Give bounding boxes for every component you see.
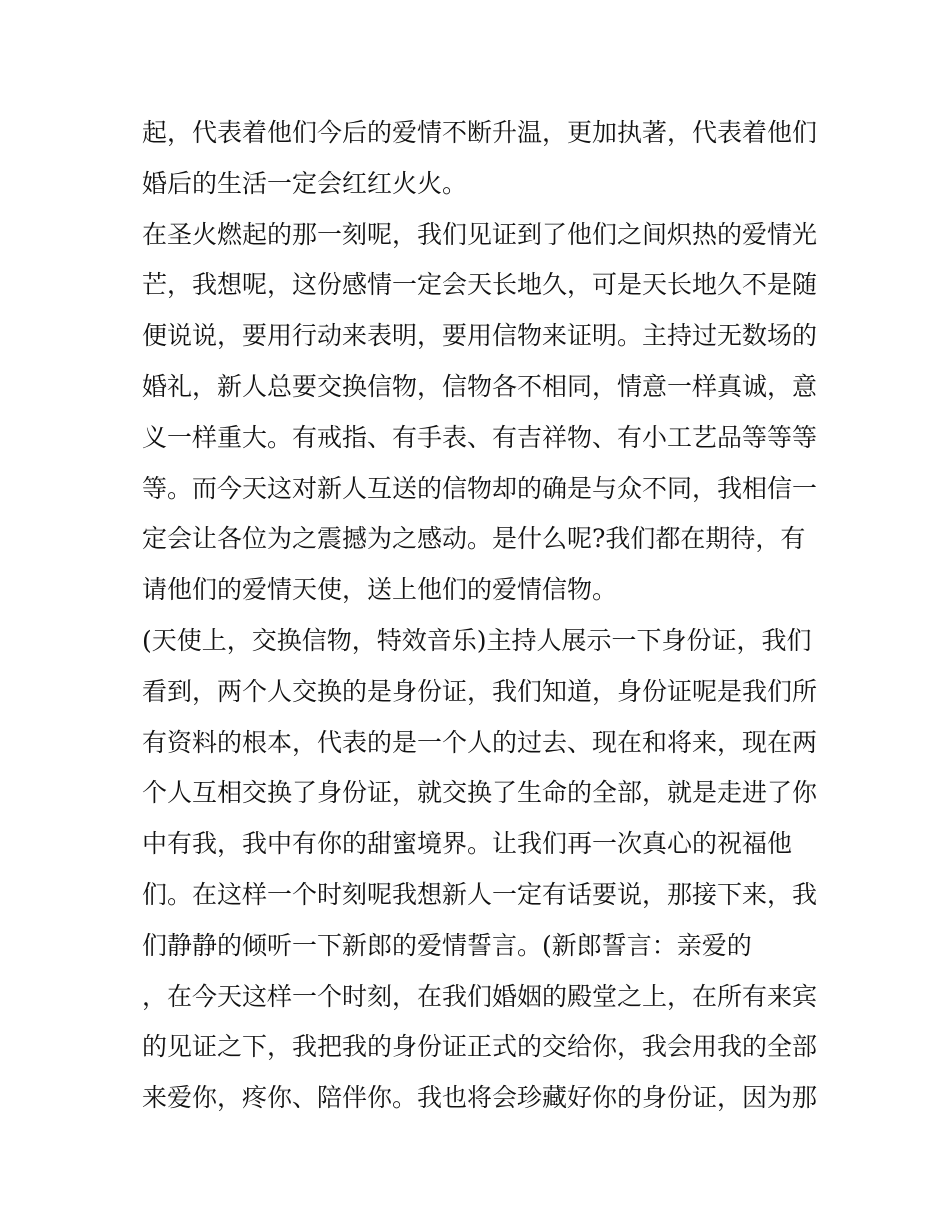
text-line: 请他们的爱情天使，送上他们的爱情信物。 [142,575,618,605]
text-line: 等。而今天这对新人互送的信物却的确是与众不同，我相信一 [142,473,818,503]
text-line: 看到，两个人交换的是身份证，我们知道，身份证呢是我们所 [142,676,818,706]
text-line: 在圣火燃起的那一刻呢，我们见证到了他们之间炽热的爱情光 [142,219,818,249]
text-line: 婚礼，新人总要交换信物，信物各不相同，情意一样真诚，意 [142,371,818,401]
text-line: 便说说，要用行动来表明，要用信物来证明。主持过无数场的 [142,321,818,351]
text-line: 起，代表着他们今后的爱情不断升温，更加执著，代表着他们 [142,118,818,147]
text-line: 定会让各位为之震撼为之感动。是什么呢?我们都在期待，有 [142,524,806,554]
text-line: 有资料的根本，代表的是一个人的过去、现在和将来，现在两 [142,727,818,757]
text-line: 们。在这样一个时刻呢我想新人一定有话要说，那接下来，我 [142,879,818,909]
text-line: 来爱你，疼你、陪伴你。我也将会珍藏好你的身份证，因为那 [142,1083,818,1113]
text-line: 中有我，我中有你的甜蜜境界。让我们再一次真心的祝福他 [142,829,793,859]
text-line: 个人互相交换了身份证，就交换了生命的全部，就是走进了你 [142,778,818,808]
text-line: 芒，我想呢，这份感情一定会天长地久，可是天长地久不是随 [142,270,818,300]
body-text [142,108,822,1124]
text-line: 义一样重大。有戒指、有手表、有吉祥物、有小工艺品等等等 [142,422,818,452]
text-line: 们静静的倾听一下新郎的爱情誓言。(新郎誓言：亲爱的 [142,930,752,960]
text-line: 的见证之下，我把我的身份证正式的交给你，我会用我的全部 [142,1032,818,1062]
text-line: (天使上，交换信物，特效音乐)主持人展示一下身份证，我们 [142,625,812,655]
text-line: 婚后的生活一定会红红火火。 [142,168,468,198]
text-line: ，在今天这样一个时刻，在我们婚姻的殿堂之上，在所有来宾 [142,981,818,1011]
